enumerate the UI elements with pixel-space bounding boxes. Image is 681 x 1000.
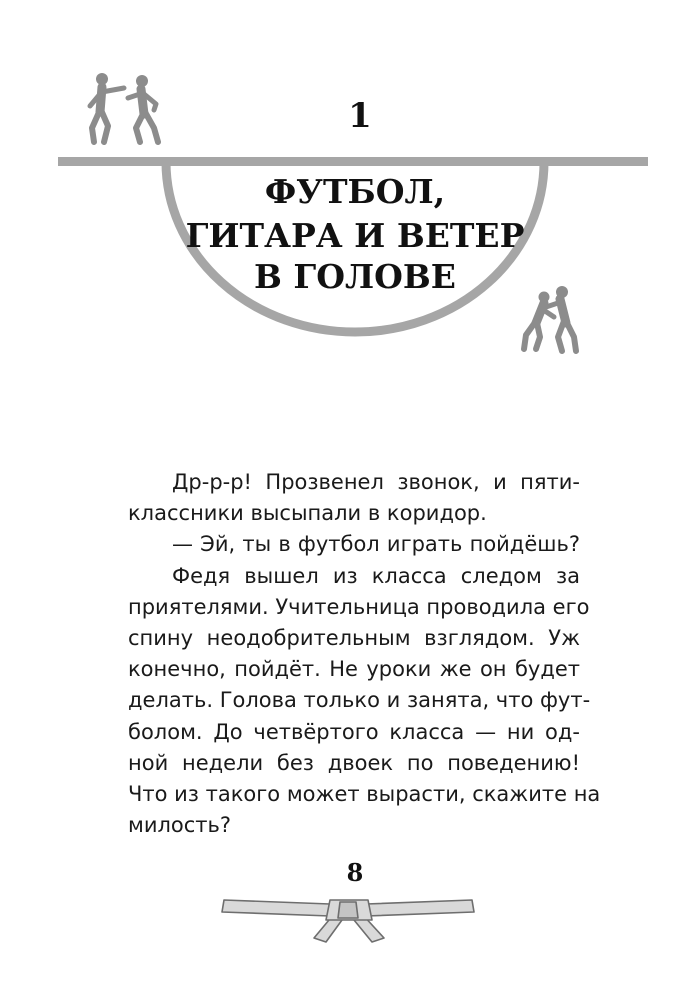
page-number: 8 bbox=[346, 858, 364, 887]
body-text bbox=[128, 467, 601, 841]
body-line: Что из такого может вырасти, скажите на bbox=[128, 782, 601, 807]
body-line: Др-р-р! Прозвенел звонок, и пяти- bbox=[172, 470, 580, 494]
body-line: конечно, пойдёт. Не уроки же он будет bbox=[128, 657, 580, 682]
horizontal-rule bbox=[58, 157, 648, 166]
chapter-title-line-3: В ГОЛОВЕ bbox=[254, 257, 456, 296]
body-line: спину неодобрительным взглядом. Уж bbox=[128, 626, 580, 651]
body-line: делать. Голова только и занята, что фут- bbox=[128, 688, 591, 713]
body-line: приятелями. Учительница проводила его bbox=[128, 594, 590, 619]
fighters-icon bbox=[84, 70, 166, 148]
chapter-title-line-1: ФУТБОЛ, bbox=[264, 172, 446, 211]
body-line: классники высыпали в коридор. bbox=[128, 501, 487, 526]
body-line: болом. До четвёртого класса — ни од- bbox=[128, 719, 580, 744]
body-line: — Эй, ты в футбол играть пойдёшь? bbox=[172, 532, 580, 557]
chapter-title-line-2: ГИТАРА И ВЕТЕР bbox=[185, 216, 525, 255]
body-line: Федя вышел из класса следом за bbox=[172, 563, 580, 588]
body-line: ной недели без двоек по поведению! bbox=[128, 750, 580, 775]
belt-knot-icon bbox=[218, 890, 478, 944]
chapter-number: 1 bbox=[348, 96, 372, 136]
body-line: милость? bbox=[128, 813, 232, 838]
